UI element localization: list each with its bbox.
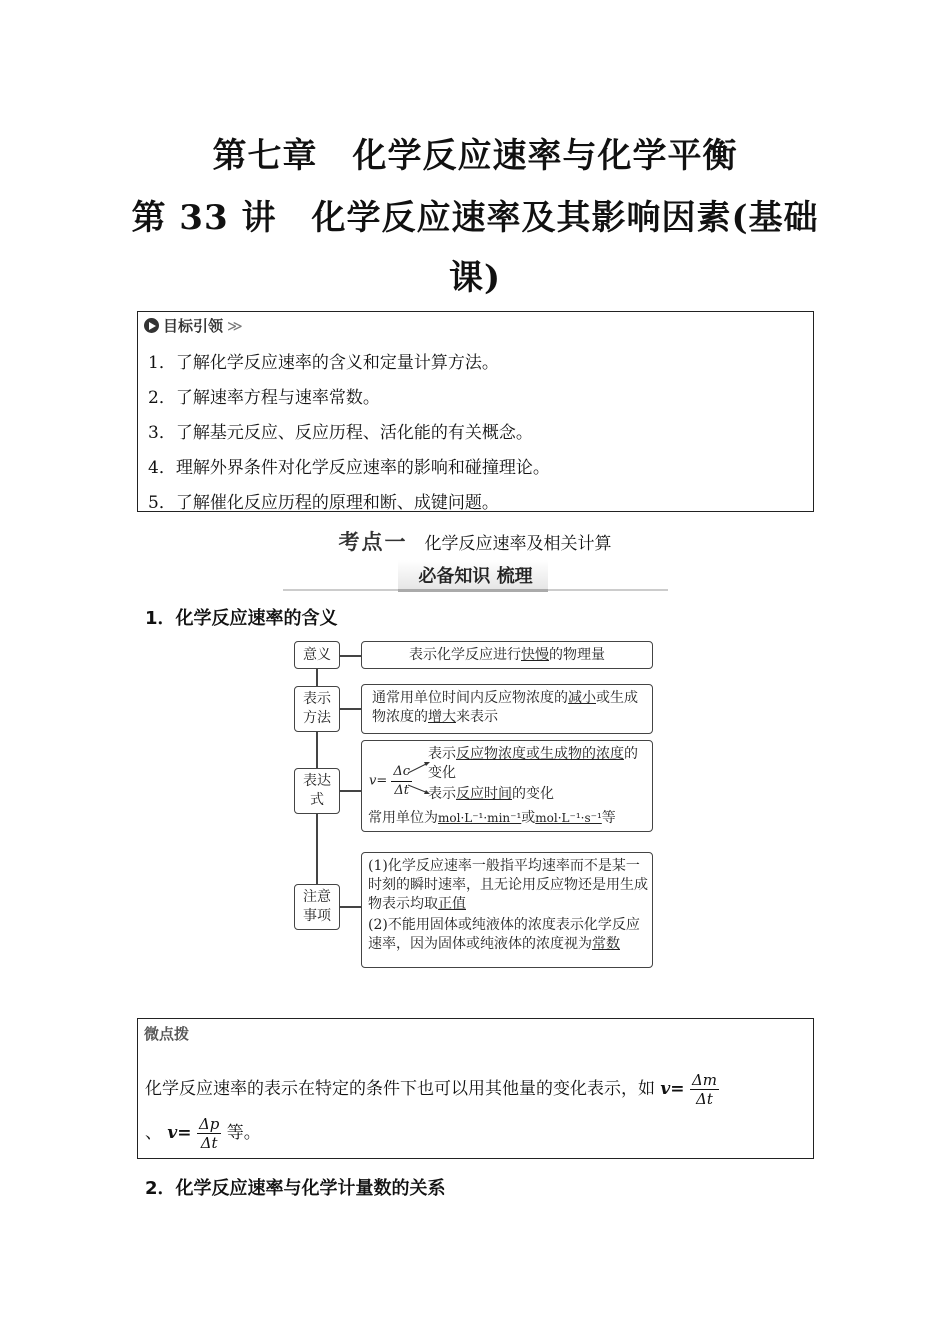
content-method: 通常用单位时间内反应物浓度的减小或生成物浓度的增大来表示 <box>361 684 653 734</box>
branch-line-3 <box>339 790 361 792</box>
chapter-title: 第七章 化学反应速率与化学平衡 <box>212 136 738 176</box>
tip-tag: 微点拨 <box>144 1025 190 1043</box>
node-method: 表示 方法 <box>294 686 340 732</box>
expression-units: 常用单位为mol·L⁻¹·min⁻¹或mol·L⁻¹·s⁻¹等 <box>368 810 616 826</box>
goals-box <box>137 311 814 512</box>
expression-row-1: 表示反应物浓度或生成物的浓度的变化 <box>428 746 638 781</box>
heading-2: 2．化学反应速率与化学计量数的关系 <box>145 1178 446 1199</box>
note-2: (2)不能用固体或纯液体的浓度表示化学反应速率，因为固体或纯液体的浓度视为常数 <box>368 916 640 952</box>
note-1: (1)化学反应速率一般指平均速率而不是某一时刻的瞬时速率，且无论用反应物还是用生成物表示均取正值 <box>368 858 648 912</box>
sub-banner <box>283 560 668 592</box>
goals-tag-label: 目标引领 <box>163 317 224 335</box>
double-chevron-icon: ≫ <box>227 316 243 335</box>
goal-item-1: 1．了解化学反应速率的含义和定量计算方法。 <box>148 353 499 373</box>
tip-line-1: 化学反应速率的表示在特定的条件下也可以用其他量的变化表示，如 v= $\frac{\Delta m}{\Delta t}$ <box>145 1071 717 1108</box>
lecture-title-line1: 第 33 讲 化学反应速率及其影响因素(基础 <box>131 198 819 238</box>
goals-tag <box>144 315 243 336</box>
node-expression: 表达 式 <box>294 768 340 814</box>
node-notes: 注意 事项 <box>294 884 340 930</box>
play-icon <box>144 318 159 333</box>
expression-row-2: 表示反应时间的变化 <box>428 786 554 802</box>
content-notes <box>361 852 653 968</box>
rate-formula: v= $\frac{\Delta c}{\Delta t}$ <box>369 764 411 798</box>
content-meaning: 表示化学反应进行快慢的物理量 <box>361 641 653 669</box>
section-header <box>0 526 950 556</box>
tip-line-2: 、 v= $\frac{\Delta p}{\Delta t}$ 等。 <box>145 1115 261 1152</box>
sub-banner-label: 必备知识 梳理 <box>418 566 533 587</box>
goal-item-5: 5．了解催化反应历程的原理和断、成键问题。 <box>148 493 499 513</box>
goal-item-2: 2．了解速率方程与速率常数。 <box>148 388 380 408</box>
goal-item-3: 3．了解基元反应、反应历程、活化能的有关概念。 <box>148 423 533 443</box>
tip-box <box>137 1018 814 1159</box>
lecture-title-line2: 课) <box>448 258 502 298</box>
heading-1: 1．化学反应速率的含义 <box>145 608 338 629</box>
node-meaning: 意义 <box>294 641 340 669</box>
goal-item-4: 4．理解外界条件对化学反应速率的影响和碰撞理论。 <box>148 458 550 478</box>
branch-line-1 <box>339 655 361 657</box>
section-label: 考点一 <box>338 530 408 554</box>
section-title: 化学反应速率及相关计算 <box>424 534 612 554</box>
content-expression <box>361 740 653 832</box>
branch-line-2 <box>339 708 361 710</box>
branch-line-4 <box>339 906 361 908</box>
